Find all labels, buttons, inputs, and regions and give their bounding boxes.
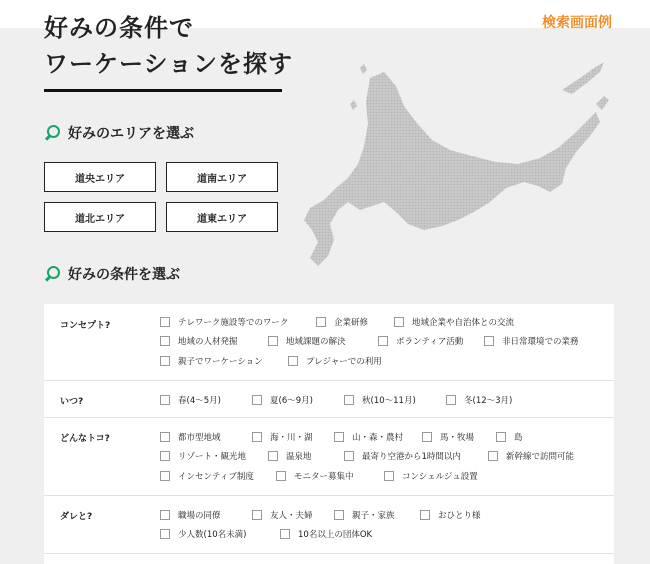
search-screen-example-label: 検索画面例 xyxy=(542,15,612,31)
checkbox-option[interactable]: 企業研修 xyxy=(316,316,368,328)
checkbox-box[interactable] xyxy=(484,336,494,346)
checkbox-option[interactable]: ボランティア活動 xyxy=(378,335,463,347)
checkbox-option[interactable]: 地域企業や自治体との交流 xyxy=(394,316,514,328)
area-section-heading xyxy=(44,123,194,143)
checkbox-option[interactable]: 非日常環境での業務 xyxy=(484,335,579,347)
page-title-line1: 好みの条件で xyxy=(44,14,194,42)
checkbox-box[interactable] xyxy=(334,432,344,442)
condition-row-concept xyxy=(44,304,614,381)
checkbox-option[interactable]: 夏(6〜9月) xyxy=(252,394,313,406)
checkbox-option[interactable]: 都市型地域 xyxy=(160,431,221,443)
checkbox-box[interactable] xyxy=(160,395,170,405)
checkbox-option[interactable]: インセンティブ制度 xyxy=(160,470,254,482)
checkbox-box[interactable] xyxy=(160,471,170,481)
checkbox-box[interactable] xyxy=(280,529,290,539)
conditions-panel xyxy=(44,304,614,564)
checkbox-box[interactable] xyxy=(160,317,170,327)
checkbox-box[interactable] xyxy=(288,356,298,366)
checkbox-box[interactable] xyxy=(420,510,430,520)
checkbox-box[interactable] xyxy=(496,432,506,442)
checkbox-box[interactable] xyxy=(160,529,170,539)
checkbox-option[interactable]: 少人数(10名未満) xyxy=(160,528,246,540)
checkbox-box[interactable] xyxy=(252,432,262,442)
checkbox-box[interactable] xyxy=(268,451,278,461)
row-label: いつ? xyxy=(60,397,84,407)
condition-row-where xyxy=(44,417,614,496)
checkbox-box[interactable] xyxy=(160,336,170,346)
checkbox-option[interactable]: モニター募集中 xyxy=(276,470,354,482)
area-button-doto[interactable]: 道東エリア xyxy=(166,202,278,232)
checkbox-option[interactable]: 温泉地 xyxy=(268,450,312,462)
checkbox-option[interactable]: 地域の人材発掘 xyxy=(160,335,238,347)
checkbox-box[interactable] xyxy=(446,395,456,405)
checkbox-option[interactable]: 海・川・湖 xyxy=(252,431,313,443)
checkbox-option[interactable]: 山・森・農村 xyxy=(334,431,403,443)
condition-section-heading xyxy=(44,264,180,284)
checkbox-box[interactable] xyxy=(344,451,354,461)
checkbox-option[interactable]: コンシェルジュ設置 xyxy=(384,470,478,482)
search-icon xyxy=(44,266,60,282)
checkbox-option[interactable]: 最寄り空港から1時間以内 xyxy=(344,450,461,462)
checkbox-box[interactable] xyxy=(252,510,262,520)
checkbox-option[interactable]: 職場の同僚 xyxy=(160,509,221,521)
checkbox-box[interactable] xyxy=(378,336,388,346)
checkbox-box[interactable] xyxy=(252,395,262,405)
hokkaido-map xyxy=(300,60,610,290)
checkbox-option[interactable]: 馬・牧場 xyxy=(422,431,474,443)
checkbox-option[interactable]: 春(4〜5月) xyxy=(160,394,221,406)
checkbox-option[interactable]: おひとり様 xyxy=(420,509,481,521)
checkbox-option[interactable]: 親子・家族 xyxy=(334,509,395,521)
checkbox-option[interactable]: 地域課題の解決 xyxy=(268,335,346,347)
checkbox-option[interactable]: 親子でワーケーション xyxy=(160,355,263,367)
checkbox-option[interactable]: 島 xyxy=(496,431,523,443)
checkbox-box[interactable] xyxy=(160,432,170,442)
checkbox-option[interactable]: 友人・夫婦 xyxy=(252,509,313,521)
page-title-line2: ワーケーションを探す xyxy=(44,50,294,78)
checkbox-option[interactable]: リゾート・観光地 xyxy=(160,450,246,462)
checkbox-box[interactable] xyxy=(422,432,432,442)
checkbox-box[interactable] xyxy=(488,451,498,461)
checkbox-option[interactable]: 新幹線で訪問可能 xyxy=(488,450,574,462)
checkbox-option[interactable]: 10名以上の団体OK xyxy=(280,528,372,540)
checkbox-box[interactable] xyxy=(268,336,278,346)
condition-row-when xyxy=(44,380,614,418)
checkbox-box[interactable] xyxy=(160,451,170,461)
checkbox-box[interactable] xyxy=(160,510,170,520)
page-title xyxy=(44,10,293,82)
checkbox-box[interactable] xyxy=(394,317,404,327)
search-icon xyxy=(44,125,60,141)
checkbox-box[interactable] xyxy=(344,395,354,405)
row-label: ダレと? xyxy=(60,512,93,522)
condition-section-title: 好みの条件を選ぶ xyxy=(68,267,180,283)
checkbox-option[interactable]: プレジャーでの利用 xyxy=(288,355,382,367)
area-button-dohoku[interactable]: 道北エリア xyxy=(44,202,156,232)
checkbox-option[interactable]: テレワーク施設等でのワーク xyxy=(160,316,288,328)
row-label: どんなトコ? xyxy=(60,434,110,444)
area-section-title: 好みのエリアを選ぶ xyxy=(68,126,194,142)
checkbox-box[interactable] xyxy=(384,471,394,481)
checkbox-box[interactable] xyxy=(160,356,170,366)
checkbox-box[interactable] xyxy=(276,471,286,481)
area-button-donan[interactable]: 道南エリア xyxy=(166,162,278,192)
checkbox-option[interactable]: 冬(12〜3月) xyxy=(446,394,512,406)
checkbox-box[interactable] xyxy=(316,317,326,327)
checkbox-option[interactable]: 秋(10〜11月) xyxy=(344,394,416,406)
row-label: コンセプト? xyxy=(60,321,111,331)
condition-row-who xyxy=(44,495,614,554)
checkbox-box[interactable] xyxy=(334,510,344,520)
title-underline xyxy=(44,89,282,92)
area-button-douo[interactable]: 道央エリア xyxy=(44,162,156,192)
